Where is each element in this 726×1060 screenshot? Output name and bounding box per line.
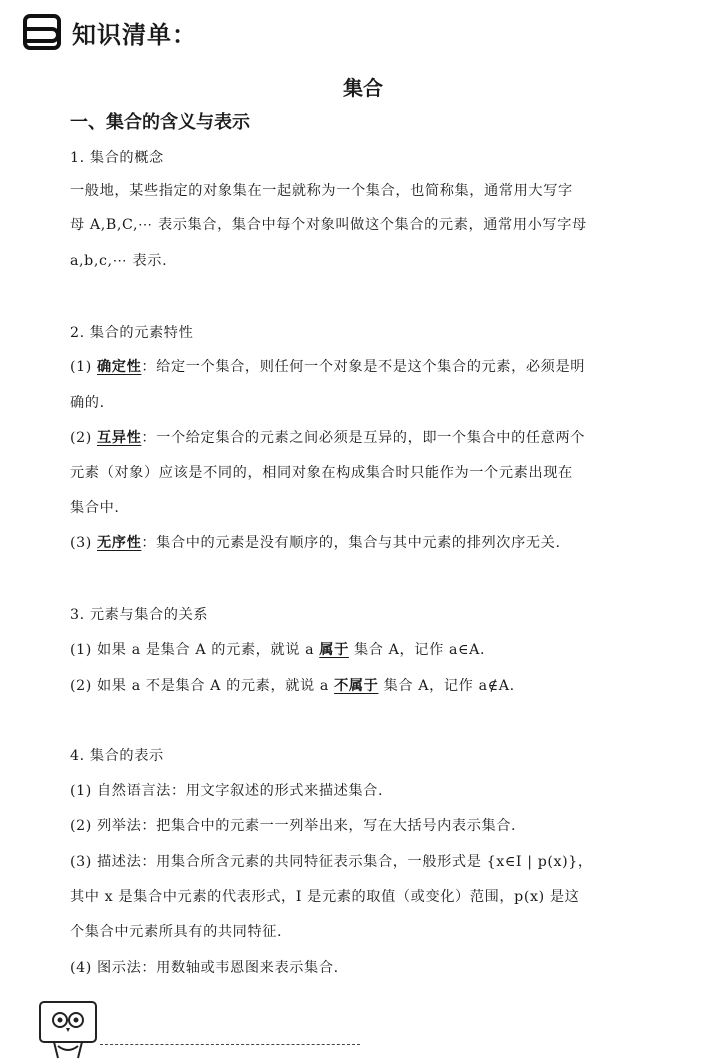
term-distinct: 互异性 (97, 430, 142, 446)
text-line: 4. 集合的表示 (70, 748, 164, 764)
text-line: (2) 如果 a 不是集合 A 的元素，就说 a 不属于 集合 A，记作 a∉A. (70, 678, 515, 694)
divider (100, 1044, 360, 1045)
text-line: (4) 图示法：用数轴或韦恩图来表示集合. (70, 960, 339, 976)
text-line: (3) 无序性：集合中的元素是没有顺序的，集合与其中元素的排列次序无关. (70, 535, 561, 551)
text-line: (1) 如果 a 是集合 A 的元素，就说 a 属于 集合 A，记作 a∈A. (70, 642, 486, 658)
text-line: 确的. (70, 395, 105, 411)
text-line: 2. 集合的元素特性 (70, 325, 194, 341)
text-line: 母 A,B,C,⋯ 表示集合，集合中每个对象叫做这个集合的元素，通常用小写字母 (70, 217, 587, 233)
term-not-belongs: 不属于 (334, 678, 379, 694)
text-line: (2) 列举法：把集合中的元素一一列举出来，写在大括号内表示集合. (70, 818, 517, 834)
term-belongs: 属于 (319, 642, 349, 658)
term-unordered: 无序性 (97, 535, 142, 551)
text-line: 个集合中元素所具有的共同特征. (70, 924, 283, 940)
text-line: 一般地，某些指定的对象集在一起就称为一个集合，也简称集，通常用大写字 (70, 183, 573, 199)
text-line: (1) 确定性：给定一个集合，则任何一个对象是不是这个集合的元素，必须是明 (70, 359, 586, 375)
text-line: 集合中. (70, 500, 120, 516)
text-line: (1) 自然语言法：用文字叙述的形式来描述集合. (70, 783, 384, 799)
page-header (22, 12, 197, 52)
text-line: a,b,c,⋯ 表示. (70, 253, 168, 269)
owl-reading-icon (36, 998, 366, 1060)
text-line: 元素（对象）应该是不同的，相同对象在构成集合时只能作为一个元素出现在 (70, 465, 573, 481)
notebook-icon (22, 13, 66, 51)
text-line: (2) 互异性：一个给定集合的元素之间必须是互异的，即一个集合中的任意两个 (70, 430, 586, 446)
term-definite: 确定性 (97, 359, 142, 375)
header-title: 知识清单： (72, 20, 197, 49)
text-line: 3. 元素与集合的关系 (70, 607, 209, 623)
text-line: 1. 集合的概念 (70, 150, 164, 166)
text-line: (3) 描述法：用集合所含元素的共同特征表示集合，一般形式是 {x∈I | p(x)}， (70, 854, 593, 870)
text-line: 其中 x 是集合中元素的代表形式，I 是元素的取值（或变化）范围，p(x) 是这 (70, 889, 580, 905)
doc-title: 集合 (343, 76, 383, 100)
section-title: 一、集合的含义与表示 (70, 112, 250, 133)
